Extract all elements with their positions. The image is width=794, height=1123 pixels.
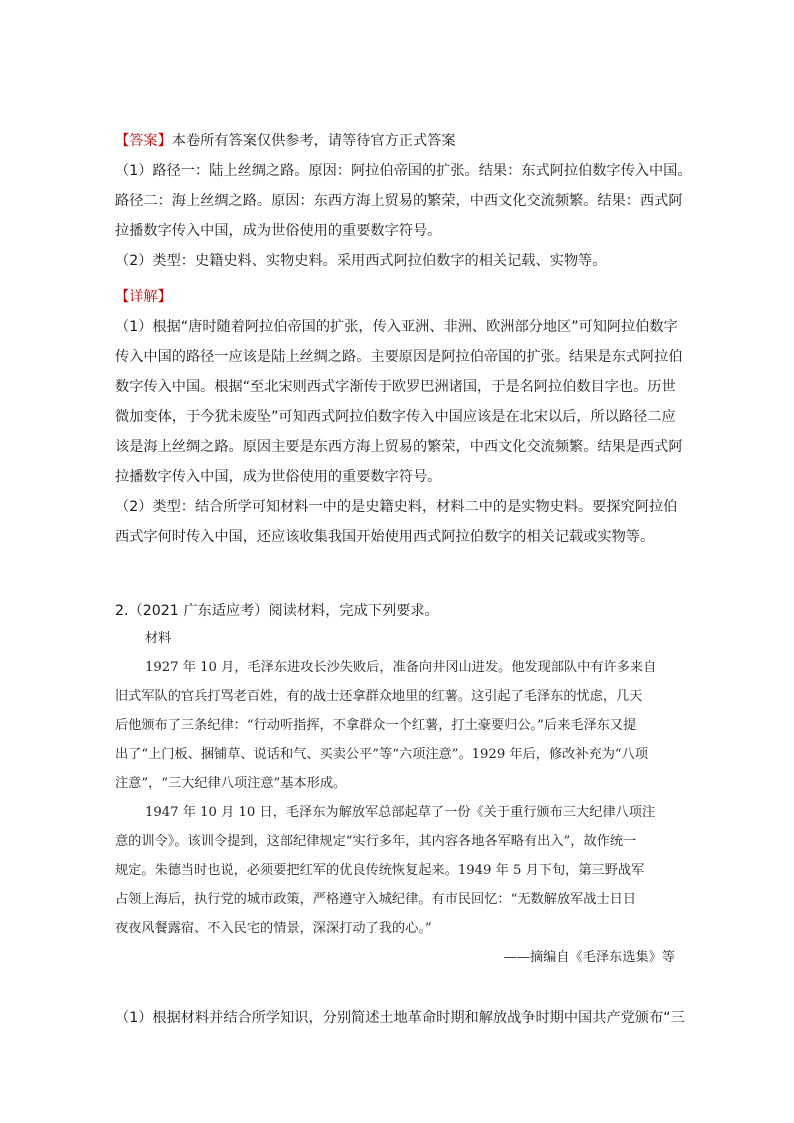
detail-section bbox=[115, 282, 685, 552]
answer-tag: 【答案】 bbox=[115, 133, 172, 149]
material-section bbox=[115, 624, 685, 972]
answer-line: （1）路径一：陆上丝绸之路。原因：阿拉伯帝国的扩张。结果：东式阿拉伯数字传入中国。 bbox=[115, 163, 692, 179]
detail-line: 微加变体，于今犹未废坠”可知西式阿拉伯数字传入中国应该是在北宋以后，所以路径二应 bbox=[115, 409, 676, 425]
sub-question-text: （1）根据材料并结合所学知识，分别简述土地革命时期和解放战争时期中国共产党颁布“三 bbox=[115, 1010, 685, 1026]
detail-line: 数字传入中国。根据“至北宋则西式字渐传于欧罗巴洲诸国，于是名阿拉伯数目字也。历世 bbox=[115, 379, 676, 395]
answer-line: 拉播数字传入中国，成为世俗使用的重要数字符号。 bbox=[115, 223, 442, 239]
material-label: 材料 bbox=[145, 631, 172, 646]
answer-line: 路径二：海上丝绸之路。原因：东西方海上贸易的繁荣，中西文化交流频繁。结果：西式阿 bbox=[115, 193, 683, 209]
detail-tag: 【详解】 bbox=[115, 289, 172, 305]
detail-line: （1）根据“唐时随着阿拉伯帝国的扩张，传入亚洲、非洲、欧洲部分地区”可知阿拉伯数字 bbox=[115, 319, 678, 335]
material-line: 注意”，“三大纪律八项注意”基本形成。 bbox=[115, 776, 347, 791]
material-line: 1947 年 10 月 10 日，毛泽东为解放军总部起草了一份《关于重行颁布三大纪律八项注 bbox=[145, 805, 656, 820]
answer-header bbox=[115, 126, 685, 156]
answer-note: 本卷所有答案仅供参考，请等待官方正式答案 bbox=[171, 133, 456, 149]
material-line: 夜夜风餐露宿、不入民宅的情景，深深打动了我的心。” bbox=[115, 921, 432, 936]
material-line: 1927 年 10 月，毛泽东进攻长沙失败后，准备向井冈山进发。他发现部队中有许多来自 bbox=[145, 660, 657, 675]
detail-line: 西式字何时传入中国，还应该收集我国开始使用西式阿拉伯数字的相关记载或实物等。 bbox=[115, 529, 655, 545]
material-line: 规定。朱德当时也说，必须要把红军的优良传统恢复起来。1949 年 5 月下旬，第三野战军 bbox=[115, 863, 645, 878]
material-line: 占领上海后，执行党的城市政策，严格遵守入城纪律。有市民回忆：“无数解放军战士日日 bbox=[115, 892, 637, 907]
detail-line: 拉播数字传入中国，成为世俗使用的重要数字符号。 bbox=[115, 469, 442, 485]
sub-question-1 bbox=[115, 1004, 685, 1032]
material-line: 意的训令》。该训令提到，这部纪律规定“实行多年，其内容各地各军略有出入”，故作统一 bbox=[115, 834, 637, 849]
material-line: 后他颁布了三条纪律：“行动听指挥，不拿群众一个红薯，打土豪要归公。”后来毛泽东又提 bbox=[115, 718, 637, 733]
material-line: 出了“上门板、捆铺草、说话和气、买卖公平”等“六项注意”。1929 年后，修改补充为“八项 bbox=[115, 747, 649, 762]
detail-line: 传入中国的路径一应该是陆上丝绸之路。主要原因是阿拉伯帝国的扩张。结果是东式阿拉伯 bbox=[115, 349, 683, 365]
question-2-section bbox=[115, 596, 685, 626]
material-source: ——摘编自《毛泽东选集》等 bbox=[503, 950, 675, 965]
detail-line: 该是海上丝绸之路。原因主要是东西方海上贸易的繁荣，中西文化交流频繁。结果是西式阿 bbox=[115, 439, 683, 455]
answer-line: （2）类型：史籍史料、实物史料。采用西式阿拉伯数字的相关记载、实物等。 bbox=[115, 253, 607, 269]
detail-line: （2）类型：结合所学可知材料一中的是史籍史料，材料二中的是实物史料。要探究阿拉伯 bbox=[115, 499, 678, 515]
answer-section bbox=[115, 126, 692, 276]
material-line: 旧式军队的官兵打骂老百姓，有的战士还拿群众地里的红薯。这引起了毛泽东的忧虑，几天 bbox=[115, 689, 643, 704]
question-2-header: 2.（2021 广东适应考）阅读材料，完成下列要求。 bbox=[115, 603, 439, 619]
